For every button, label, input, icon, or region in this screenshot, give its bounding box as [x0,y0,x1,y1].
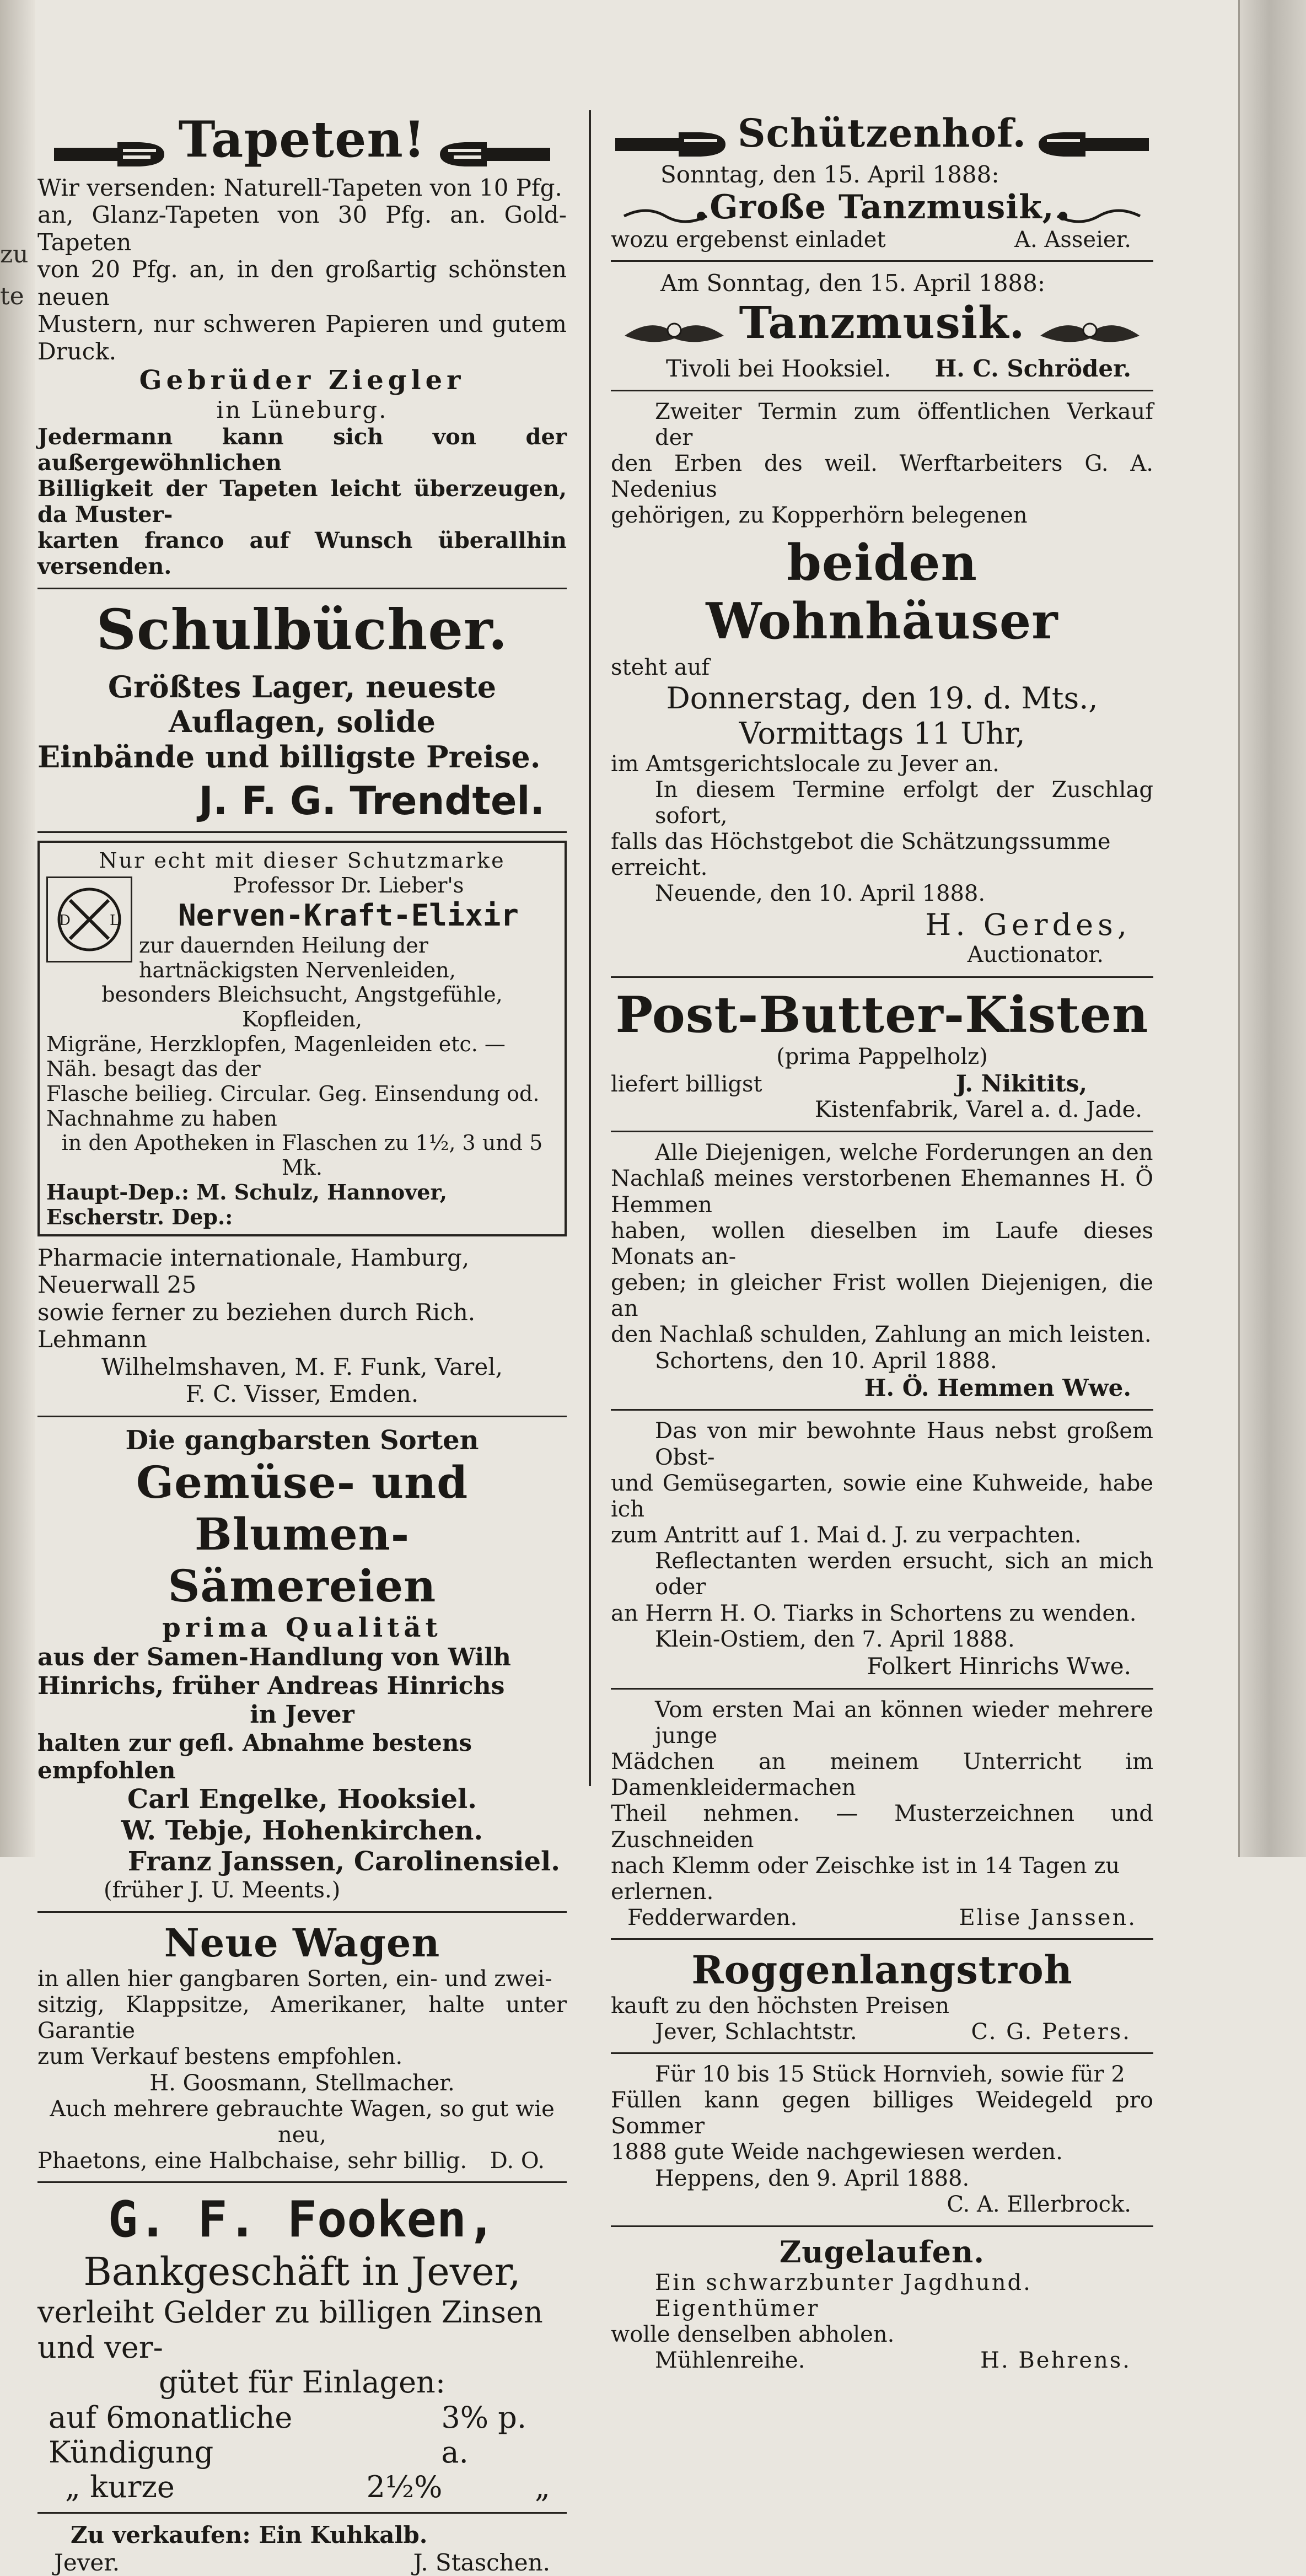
ad-kuhkalb [37,2521,567,2576]
ad-title: Sämereien [168,1560,437,1612]
ad-text: nach Klemm oder Zeischke ist in 14 Tagen zu erlernen. [611,1853,1120,1905]
ad-event-row [611,188,1153,227]
ad-text: Schortens, den 10. April 1888. [655,1348,997,1374]
ad-header [611,297,1153,355]
ad-text: im Amtsgerichtslocale zu Jever an. [611,751,999,777]
pointing-hand-right-icon [51,138,167,171]
ad-title: Gemüse- und Blumen- [136,1456,469,1560]
ad-footer [611,1905,1153,1930]
ad-signature: H. C. Schröder. [934,354,1131,382]
ad-text: Wilhelmshaven, M. F. Funk, Varel, [101,1353,503,1380]
angel-ornament-icon [619,316,729,355]
ad-saemereien [37,1425,567,1903]
ad-text: Pharmacie internationale, Hamburg, Neuerwall 25 [37,1244,470,1299]
ad-text: gehörigen, zu Kopperhörn belegenen [611,503,1028,529]
ad-signature: Elise Janssen. [959,1905,1137,1931]
ad-tapeten [37,110,567,580]
ad-text: haben, wollen dieselben im Laufe dieses Monats an- [611,1218,1153,1270]
ad-city: in Lüneburg. [216,396,388,423]
ad-event: Große Tanzmusik, [710,188,1055,227]
ad-hornvieh [611,2062,1153,2218]
ad-text: 1888 gute Weide nachgewiesen werden. [611,2139,1063,2165]
ad-footer [611,1070,1153,1097]
ad-text: Vom ersten Mai an können wieder mehrere junge [655,1697,1153,1749]
ad-wohnhaeuser [611,399,1153,969]
ad-title: Post-Butter-Kisten [615,985,1149,1044]
pointing-hand-left-icon [437,138,553,171]
ad-signature: J. Nikitits, [955,1069,1087,1097]
ad-text: und Gemüsegarten, sowie eine Kuhweide, habe ich [611,1470,1153,1522]
ad-text: Mädchen an meinem Unterricht im Damenkleidermachen [611,1749,1153,1801]
ad-place: Jever. [54,2548,120,2576]
ad-kleider [611,1697,1153,1931]
ad-text: kauft zu den höchsten Preisen [611,1993,949,2019]
ad-text: Theil nehmen. — Musterzeichnen und Zuschneiden [611,1801,1153,1853]
fragment-text: zu [0,240,29,268]
ad-note: (früher J. U. Meents.) [104,1878,341,1903]
ad-text: an, Glanz-Tapeten von 30 Pfg. an. Gold-Tapeten [37,201,567,256]
ad-place: Jever, Schlachtstr. [655,2019,857,2045]
ad-signature: C. G. Peters. [971,2019,1131,2045]
ad-title: Nerven-Kraft-Elixir [178,898,519,933]
rate-row [37,2470,567,2504]
ad-text: aus der Samen-Handlung von Wilh [37,1643,511,1672]
ad-text: sitzig, Klappsitze, Amerikaner, halte unter Garantie [37,1992,567,2044]
ad-separator [611,2225,1153,2227]
ad-header [611,110,1153,161]
ad-text: Ein schwarzbunter Jagdhund. Eigenthümer [655,2270,1032,2321]
ad-separator [611,1688,1153,1690]
ad-text: geben; in gleicher Frist wollen Diejenigen, die an [611,1270,1153,1322]
ad-text: Migräne, Herzklopfen, Magenleiden etc. — Näh. besagt das der [46,1032,506,1081]
ad-text: in den Apotheken in Flaschen zu 1½, 3 und 5 Mk. [61,1131,543,1180]
ad-footer [611,227,1153,252]
ad-separator [37,1911,567,1913]
ad-text: sowie ferner zu beziehen durch Rich. Lehmann [37,1298,476,1353]
ad-schuetzenhof [611,110,1153,252]
ad-date: Donnerstag, den 19. d. Mts., [666,681,1098,716]
ad-text: den Nachlaß schulden, Zahlung an mich leisten. [611,1322,1152,1348]
ad-separator [611,260,1153,262]
elixir-box [37,841,567,1236]
ad-text: wolle denselben abholen. [611,2322,895,2348]
left-column [37,110,567,2576]
ad-text: Jedermann kann sich von der außergewöhnlichen [37,423,567,476]
ad-text: gütet für Einlagen: [158,2365,446,2400]
ad-firm: H. Goosmann, Stellmacher. [149,2070,455,2096]
ad-text: steht auf [611,654,710,680]
ad-text: Zweiter Termin zum öffentlichen Verkauf der [655,399,1153,450]
ad-separator [37,831,567,833]
ad-signature: D. O. [490,2148,545,2174]
ad-title: Schulbücher. [96,596,508,662]
ad-place: Tivoli bei Hooksiel. [666,354,891,382]
ad-separator [37,2181,567,2183]
adjacent-page-fragment [0,33,29,1819]
ad-signature: C. A. Ellerbrock. [947,2191,1131,2217]
ad-fooken [37,2191,567,2504]
ad-title: G. F. Fooken, [108,2191,497,2249]
ad-separator [611,1938,1153,1940]
ad-title: Schützenhof. [737,110,1027,156]
ad-butter [611,986,1153,1123]
ad-elixir [37,841,567,1408]
ad-separator [611,2052,1153,2054]
ad-title: Tanzmusik. [739,297,1025,349]
ad-tanzmusik [611,270,1153,382]
ad-signature: J. Staschen. [413,2548,550,2576]
ornament-icon [1057,205,1140,227]
ad-text: Professor Dr. Lieber's [233,873,464,898]
ad-footer [611,2348,1153,2373]
ad-text: Die gangbarsten Sorten [125,1424,479,1456]
ad-text: liefert billigst [611,1071,762,1097]
ad-text: F. C. Visser, Emden. [185,1380,419,1408]
ad-text: Größtes Lager, neueste Auflagen, solide [108,669,497,740]
right-column [611,110,1153,2373]
rate-term: auf 6monatliche Kündigung [49,2400,293,2470]
rate-row [37,2400,567,2470]
ad-text: Das von mir bewohnte Haus nebst großem Obst- [655,1418,1153,1470]
ad-text: Neuende, den 10. April 1888. [655,881,986,907]
ad-footer [37,2148,567,2174]
ad-text: falls das Höchstgebot die Schätzungssumme erreicht. [611,829,1111,881]
ad-firm: J. F. G. Trendtel. [198,778,545,824]
ad-text: besonders Bleichsucht, Angstgefühle, Kopfleiden, [101,982,503,1032]
rate-ditto: „ [535,2470,550,2505]
ad-text: Auch mehrere gebrauchte Wagen, so gut wie neu, [50,2096,555,2148]
ad-text: zur dauernden Heilung der hartnäckigsten Nervenleiden, [139,933,456,982]
ad-title: Tapeten! [178,110,426,169]
ad-roggen [611,1948,1153,2045]
ad-text: halten zur gefl. Abnahme bestens empfohlen [37,1729,472,1784]
ad-text: Phaetons, eine Halbchaise, sehr billig. [37,2148,467,2174]
page-edge [1238,0,1306,1857]
ad-text: von 20 Pfg. an, in den großartig schönsten neuen [37,256,567,310]
ad-text: Billigkeit der Tapeten leicht überzeugen, da Muster- [37,475,567,528]
ad-text: Nachlaß meines verstorbenen Ehemannes H. Ö Hemmen [611,1166,1153,1218]
ad-firm: Gebrüder Ziegler [139,365,465,396]
ad-footer [611,2019,1153,2045]
ad-text: Franz Janssen, Carolinensiel. [127,1846,560,1878]
ad-text: in Jever [250,1701,354,1729]
ad-zugelaufen [611,2235,1153,2373]
ad-text: Flasche beilieg. Circular. Geg. Einsendung od. Nachnahme zu haben [46,1081,540,1131]
ad-text: Wir versenden: Naturell-Tapeten von 10 Pfg. [37,174,562,201]
ornament-icon [624,205,707,227]
rate-term: „ kurze [65,2470,175,2505]
ad-text: W. Tebje, Hohenkirchen. [121,1815,483,1846]
ad-text: karten franco auf Wunsch überallhin versenden. [37,528,567,580]
ad-footer [611,355,1153,382]
ad-text: zum Verkauf bestens empfohlen. [37,2044,403,2070]
ad-text: Einbände und billigste Preise. [37,739,541,775]
ad-title: beiden Wohnhäuser [706,533,1058,650]
ad-text: Haupt-Dep.: M. Schulz, Hannover, Escherstr. Dep.: [46,1180,447,1229]
ad-text: Füllen kann gegen billiges Weidegeld pro Sommer [611,2088,1153,2139]
ad-separator [37,2512,567,2514]
ad-text: Mustern, nur schweren Papieren und gutem Druck. [37,310,567,365]
ad-signature: H. Behrens. [980,2348,1131,2374]
ad-text: Heppens, den 9. April 1888. [655,2165,970,2191]
pointing-hand-right-icon [612,128,728,161]
ad-subtitle: Bankgeschäft in Jever, [83,2249,521,2295]
ad-text: Alle Diejenigen, welche Forderungen an den [655,1140,1153,1166]
ad-schulbuecher [37,597,567,824]
ad-text: Klein-Ostiem, den 7. April 1888. [655,1626,1015,1652]
ad-text: Zu verkaufen: Ein Kuhkalb. [71,2521,428,2549]
ad-text: prima Qualität [162,1612,442,1643]
rate-value: 2½% [366,2470,443,2505]
ad-text: Für 10 bis 15 Stück Hornvieh, sowie für 2 [655,2061,1125,2087]
ad-time: Vormittags 11 Uhr, [739,716,1025,751]
ad-title: Roggenlangstroh [691,1947,1073,1993]
svg-text:L: L [110,912,120,929]
ad-text: wozu ergebenst einladet [611,227,886,252]
ad-text: Hinrichs, früher Andreas Hinrichs [37,1672,505,1701]
ad-place: Fedderwarden. [627,1905,798,1931]
ad-signature: A. Asseier. [1014,227,1131,252]
ad-place: Mühlenreihe. [655,2348,805,2374]
ad-text: zum Antritt auf 1. Mai d. J. zu verpachten. [611,1523,1082,1548]
ad-date: Am Sonntag, den 15. April 1888: [660,269,1046,297]
ad-separator [611,390,1153,391]
ad-separator [611,1409,1153,1411]
fragment-text: te [0,282,24,310]
ad-text: an Herrn H. O. Tiarks in Schortens zu wenden. [611,1600,1137,1626]
ad-subtitle: (prima Pappelholz) [776,1044,988,1069]
ad-signature: H. Gerdes, [925,907,1131,942]
ad-haus [611,1418,1153,1680]
ad-wagen [37,1921,567,2174]
pointing-hand-left-icon [1036,128,1152,161]
rate-value: 3% p. a. [441,2400,526,2470]
ad-separator [611,1131,1153,1132]
ad-title: Neue Wagen [164,1920,440,1966]
ad-hemmen [611,1140,1153,1401]
ad-separator [37,588,567,589]
ad-text: In diesem Termine erfolgt der Zuschlag sofort, [655,777,1153,829]
ad-place: Kistenfabrik, Varel a. d. Jade. [814,1096,1142,1122]
ad-separator [611,976,1153,978]
ad-text: in allen hier gangbaren Sorten, ein- und zwei- [37,1966,552,1992]
ad-text: Nur echt mit dieser Schutzmarke [99,848,506,873]
angel-ornament-icon [1035,316,1145,355]
ad-signature: H. Ö. Hemmen Wwe. [864,1374,1131,1401]
column-divider [589,110,591,1786]
ad-text: Reflectanten werden ersucht, sich an mich oder [655,1548,1153,1600]
ad-date: Sonntag, den 15. April 1888: [660,160,999,188]
ad-title: Zugelaufen. [779,2234,985,2270]
svg-text:D: D [59,912,71,929]
ad-text: den Erben des weil. Werftarbeiters G. A. Nedenius [611,450,1153,503]
ad-footer [37,2549,567,2576]
ad-signature: Folkert Hinrichs Wwe. [867,1653,1131,1680]
ad-separator [37,1416,567,1417]
ad-text: Carl Engelke, Hooksiel. [127,1784,477,1815]
trademark-logo-icon [46,876,132,962]
ad-role: Auctionator. [967,942,1104,968]
ad-text: verleiht Gelder zu billigen Zinsen und ver- [37,2294,543,2365]
